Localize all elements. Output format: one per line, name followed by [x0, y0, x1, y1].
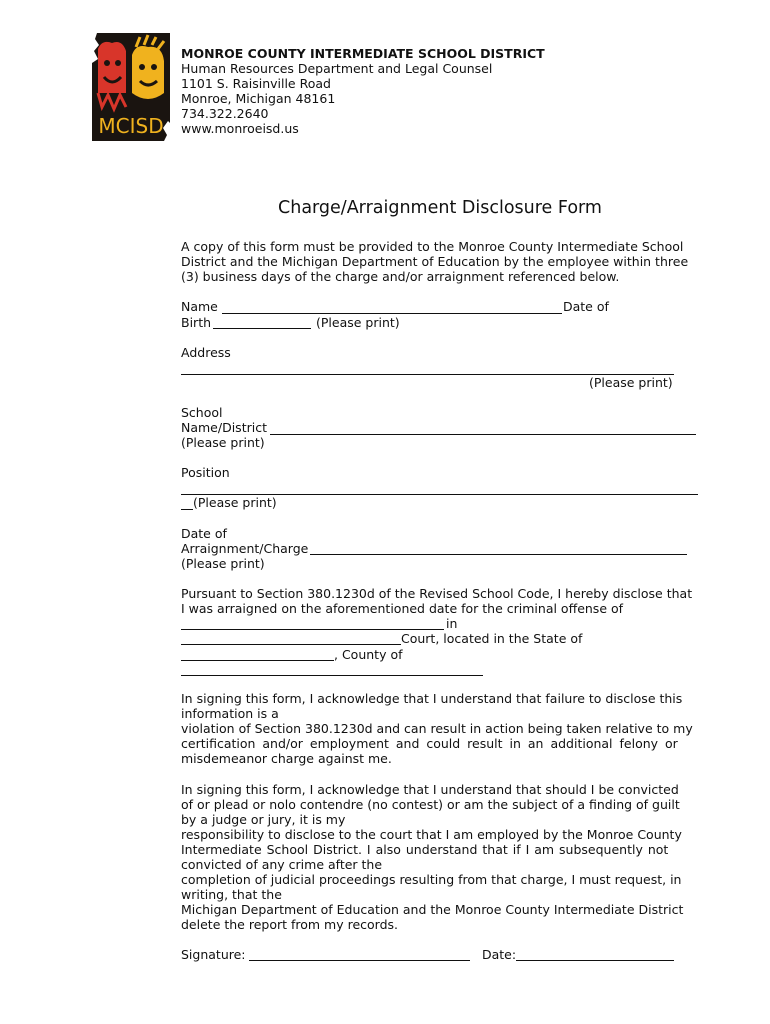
- signature-date-field[interactable]: [516, 960, 674, 961]
- signature-field[interactable]: [249, 960, 470, 961]
- ack2-line-10: delete the report from my records.: [181, 917, 399, 932]
- name-field[interactable]: [222, 313, 562, 314]
- state-field[interactable]: [181, 660, 334, 661]
- school-label: School: [181, 405, 223, 420]
- org-name: MONROE COUNTY INTERMEDIATE SCHOOL DISTRICT: [181, 46, 545, 61]
- court-field[interactable]: [181, 644, 401, 645]
- county-text: , County of: [334, 647, 403, 662]
- ack2-line-4: responsibility to disclose to the court that I am employed by the Monroe County: [181, 827, 682, 842]
- county-field[interactable]: [181, 675, 483, 676]
- ack2-line-8: writing, that the: [181, 887, 282, 902]
- intro-line-3: (3) business days of the charge and/or arraignment referenced below.: [181, 269, 620, 284]
- court-text: Court, located in the State of: [401, 631, 583, 646]
- please-print-school: (Please print): [181, 435, 265, 450]
- please-print-name: (Please print): [316, 315, 400, 330]
- date-label: Date:: [482, 947, 517, 962]
- school-field[interactable]: [270, 434, 696, 435]
- ack2-line-9: Michigan Department of Education and the Monroe County Intermediate District: [181, 902, 684, 917]
- ack1-line-4: certification and/or employment and could result in an additional felony or: [181, 736, 678, 751]
- dob-label-cont: Birth: [181, 315, 212, 330]
- in-word: in: [446, 616, 458, 631]
- position-label: Position: [181, 465, 230, 480]
- arraignment-date-field[interactable]: [310, 554, 687, 555]
- ack1-line-5: misdemeanor charge against me.: [181, 751, 392, 766]
- ack2-line-3: by a judge or jury, it is my: [181, 812, 346, 827]
- ack2-line-7: completion of judicial proceedings resulting from that charge, I must request, in: [181, 872, 682, 887]
- pursuant-line-1: Pursuant to Section 380.1230d of the Revised School Code, I hereby disclose that: [181, 586, 693, 601]
- form-title: Charge/Arraignment Disclosure Form: [278, 198, 602, 218]
- position-print-line: [181, 509, 193, 510]
- please-print-date: (Please print): [181, 556, 265, 571]
- ack2-line-5: Intermediate School District. I also understand that if I am subsequently not: [181, 842, 669, 857]
- ack1-line-1: In signing this form, I acknowledge that I understand that failure to disclose this: [181, 691, 683, 706]
- dob-field[interactable]: [213, 328, 311, 329]
- arraignment-date-label: Date of: [181, 526, 227, 541]
- letterhead: [181, 46, 545, 136]
- intro-line-2: District and the Michigan Department of Education by the employee within three: [181, 254, 689, 269]
- ack1-line-3: violation of Section 380.1230d and can result in action being taken relative to my: [181, 721, 693, 736]
- street-address: 1101 S. Raisinville Road: [181, 76, 331, 91]
- address-label: Address: [181, 345, 231, 360]
- logo-text: MCISD: [98, 114, 164, 138]
- please-print-position: (Please print): [193, 495, 277, 510]
- website: www.monroeisd.us: [181, 121, 299, 136]
- signature-label: Signature:: [181, 947, 246, 962]
- name-label: Name: [181, 299, 218, 314]
- ack2-line-2: of or plead or nolo contendre (no contest) or am the subject of a finding of guilt: [181, 797, 680, 812]
- city-address: Monroe, Michigan 48161: [181, 91, 336, 106]
- arraignment-date-label-cont: Arraignment/Charge: [181, 541, 309, 556]
- phone-number: 734.322.2640: [181, 106, 269, 121]
- mcisd-logo: [92, 33, 170, 141]
- ack1-line-2: information is a: [181, 706, 279, 721]
- intro-line-1: A copy of this form must be provided to the Monroe County Intermediate School: [181, 239, 684, 254]
- offense-field[interactable]: [181, 629, 444, 630]
- dob-label: Date of: [563, 299, 609, 314]
- school-label-cont: Name/District: [181, 420, 267, 435]
- ack2-line-6: convicted of any crime after the: [181, 857, 383, 872]
- ack2-line-1: In signing this form, I acknowledge that I understand that should I be convicted: [181, 782, 679, 797]
- department: Human Resources Department and Legal Counsel: [181, 61, 493, 76]
- pursuant-line-2: I was arraigned on the aforementioned date for the criminal offense of: [181, 601, 624, 616]
- please-print-address: (Please print): [589, 375, 673, 390]
